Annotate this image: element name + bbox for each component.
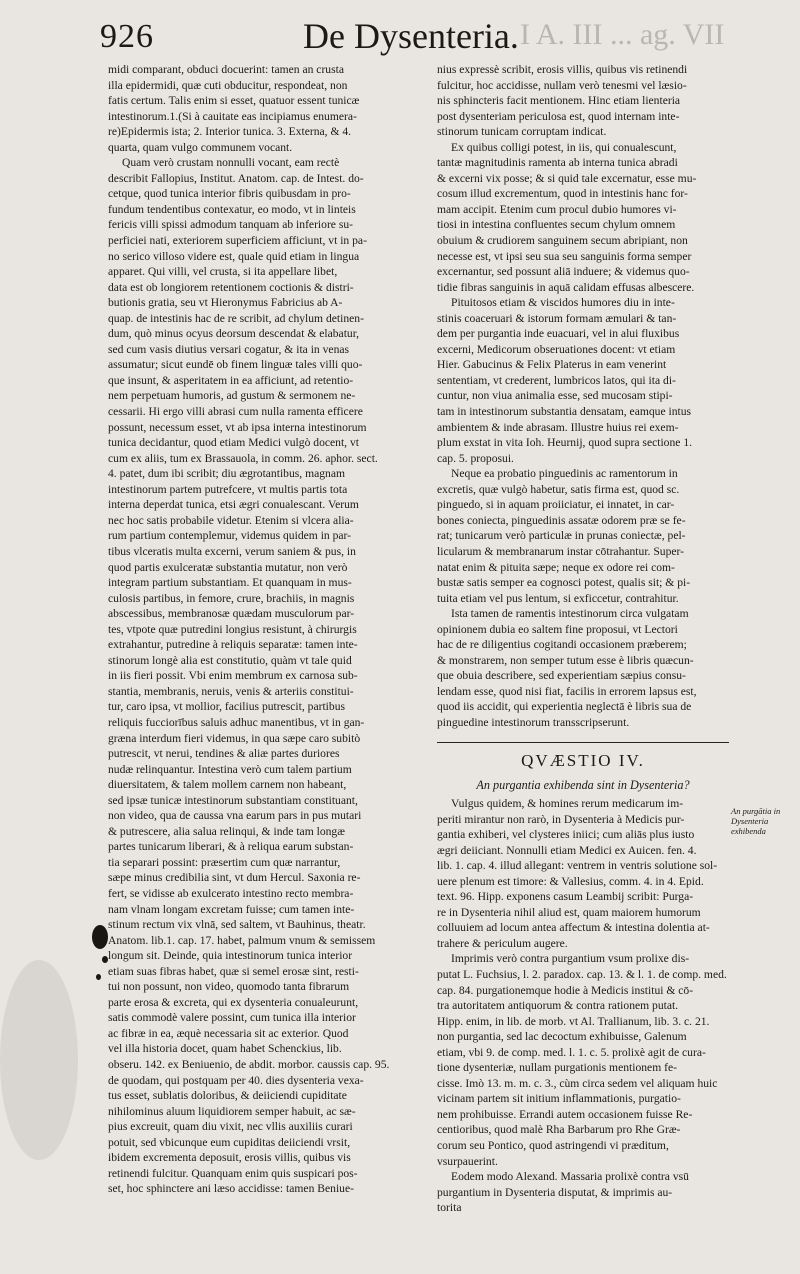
text-line: purgantium in Dysenteria disputat, & imprimis au-: [437, 1185, 673, 1199]
text-line: cum ex aliis, tum ex Brassauola, in comm. 26. aphor. sect.: [108, 451, 378, 465]
text-line: excerni, Medicorum obseruationes docent: vt etiam: [437, 342, 676, 356]
text-line: licularum & membranarum instar cōtrahantur. Super-: [437, 544, 685, 558]
text-line: sed ipsæ tunicæ intestinorum substantiam constituant,: [108, 793, 358, 807]
ink-blot: [102, 956, 108, 963]
text-line: gantia exhiberi, vel clysteres iniici; cum aliās plus iusto: [437, 828, 695, 842]
text-line: tantæ magnitudinis ramenta ab interna tunica abradi: [437, 156, 678, 170]
text-line: midi comparant, obduci docuerint: tamen an crusta: [108, 63, 344, 76]
text-line: obseru. 142. ex Beniuenio, de abdit. morbor. caussis cap. 95.: [108, 1058, 390, 1071]
text-line: fundum tendentibus contexatur, eo modo, vt in linteis: [108, 202, 356, 216]
text-line: reliquis fucciorībus saluis adhuc manentibus, vt in gan-: [108, 715, 365, 729]
text-line: bones coniecta, pinguedinis assatæ odorem præ se fe-: [437, 513, 686, 527]
page-number: 926: [100, 18, 154, 55]
text-line: ibidem excrementa deposuit, erosis villis, quibus vis: [108, 1151, 351, 1165]
text-line: græna interdum fieri videmus, in qua sæpe caro subitò: [108, 731, 361, 745]
text-line: mam accipit. Etenim cum procul dubio humores vi-: [437, 202, 677, 216]
text-line: Ex quibus colligi potest, in iis, qui conualescunt,: [451, 140, 677, 154]
text-line: lendam esse, quod nisi fiat, facilis in errorem lapsus est,: [437, 684, 697, 698]
text-line: cessarii. Hi ergo villi abrasi cum nulla ramenta efficere: [108, 405, 363, 419]
text-line: torita: [437, 1201, 462, 1215]
text-line: stantia, membranis, neruis, venis & arteriis constitui-: [108, 684, 354, 698]
text-line: opinionem dubia eo saltem fine proposui, vt Lectori: [437, 622, 678, 636]
text-line: perficiei nati, exteriorem superficiem afficiunt, vt in pa-: [108, 234, 367, 248]
text-line: describit Fallopius, Institut. Anatom. cap. de Intest. do-: [108, 171, 364, 185]
text-line: bustæ satis semper ea cognosci potest, qualis sit; & pi-: [437, 576, 691, 590]
text-line: integram partium substantiam. Et quanquam in mus-: [108, 576, 352, 590]
text-line: Quam verò crustam nonnulli vocant, eam rectè: [122, 156, 340, 170]
text-line: de quodam, qui postquam per 40. dies dysenteria vexa-: [108, 1073, 364, 1087]
text-line: abscessibus, membranosæ quædam musculorum par-: [108, 607, 355, 621]
text-line: quod iis accidit, qui experientia neglectā è libris sua de: [437, 700, 692, 714]
text-line: Hier. Gabucinus & Felix Platerus in eam venerint: [437, 358, 667, 372]
text-line: obuium & crudiorem sanguinem secum abripiant, non: [437, 234, 688, 248]
ink-blot: [92, 925, 108, 949]
text-line: uere plenum est timore: & Vallesius, comm. 4. in 4. Epid.: [437, 874, 704, 888]
text-line: Vulgus quidem, & homines rerum medicarum im-: [451, 797, 684, 810]
text-line: intestinorum partem putrefcere, vt multis partis tota: [108, 482, 348, 496]
text-line: Imprimis verò contra purgantium vsum prolixe dis-: [451, 952, 690, 966]
text-line: nec hoc satis probabile videtur. Etenim si vlcera alia-: [108, 513, 354, 527]
text-line: cisse. Imò 13. m. m. c. 3., cùm circa sedem vel aliquam huic: [437, 1076, 718, 1090]
text-line: lib. 1. cap. 4. illud allegant: ventrem in ventris solutione sol-: [437, 859, 718, 873]
text-line: fulcitur, hoc accidisse, nullam verò tenesmi vel læsio-: [437, 78, 687, 92]
text-line: non purgantia, sed lac decoctum exhibuisse, Galenum: [437, 1030, 687, 1044]
text-line: stinorum tunicam corruptam indicat.: [437, 125, 607, 139]
text-line: tra autoritatem antiquorum & contra rationem putat.: [437, 999, 679, 1013]
text-line: stinorum longè alia est constitutio, quàm vt tale quid: [108, 653, 352, 667]
text-line: trahere & periculum augere.: [437, 936, 568, 950]
text-line: necesse est, vt ipsi seu sua seu sanguinis forma semper: [437, 249, 692, 263]
text-line: sententiam, vt crederent, lumbricos latos, qui ita di-: [437, 373, 676, 387]
text-line: etiam suas fibras habet, quæ si semel erosæ sint, resti-: [108, 964, 359, 978]
text-line: cap. 5. proposui.: [437, 451, 514, 465]
text-line: tuita etiam vel pus lentum, si exficcetur, contrahitur.: [437, 591, 679, 605]
section-title: QVÆSTIO IV.: [437, 751, 729, 771]
text-line: Ista tamen de ramentis intestinorum circa vulgatam: [451, 607, 689, 621]
text-line: etiam, vbi 9. de comp. med. l. 1. c. 5. prolixè agit de cura-: [437, 1045, 706, 1059]
text-line: cuntur, non viua animalia esse, sed mucosam stipi-: [437, 389, 673, 403]
text-line: nam vlnam longam excretam fuisse; cum tamen inte-: [108, 902, 355, 916]
text-line: vel illa historia docet, quam habet Schenckius, lib.: [108, 1042, 342, 1056]
paper-stain: [0, 960, 78, 1160]
text-line: plum exstat in vita Ioh. Heurnij, quod supra sectione 1.: [437, 436, 693, 450]
text-line: re in Dysenteria nihil aliud est, quam maiorem humorum: [437, 905, 701, 919]
ink-blot: [96, 974, 101, 980]
text-line: tui non possunt, non video, quomodo tanta fibrarum: [108, 980, 350, 994]
text-line: natat enim & pituita sæpe; neque ex odore rei com-: [437, 560, 675, 574]
text-line: rat; tunicarum verò particulæ in prunas coniectæ, pel-: [437, 529, 686, 543]
text-line: nius expressè scribit, erosis villis, quibus vis retinendi: [437, 63, 688, 76]
text-line: pinguedo, si in aquam proiiciatur, ei innatet, in car-: [437, 498, 675, 512]
text-line: stinis coaceruari & istorum formam æmulari & tan-: [437, 311, 677, 325]
text-line: satis commodè valere possint, cum tunica illa interior: [108, 1011, 356, 1025]
text-line: ambientem & inde abrasam. Illustre huius rei exem-: [437, 420, 679, 434]
text-line: tidie fibras sanguinis in aquā calidam effusas albescere.: [437, 280, 695, 294]
text-line: putat L. Fuchsius, l. 2. paradox. cap. 13. & l. 1. de comp. med.: [437, 968, 727, 982]
text-line: illa epidermidi, quæ cuti obducitur, respondeat, non: [108, 78, 348, 92]
text-line: tione dysenteriæ, nullam purgationis mentionem fe-: [437, 1061, 677, 1075]
text-line: tus esset, sublatis doloribus, & deiiciendi cupiditate: [108, 1089, 347, 1103]
text-line: tunica decidantur, quod etiam Medici vulgò docent, vt: [108, 436, 359, 450]
text-line: que obuia describere, sed experientiam sæpius consu-: [437, 669, 686, 683]
text-line: cetque, quod tunica interior fibris quibusdam in pro-: [108, 187, 351, 201]
text-line: quod partis exulceratæ substantia mutatur, non verò: [108, 560, 348, 574]
text-line: rum partium contemplemur, videmus quidem in par-: [108, 529, 352, 543]
text-line: tur, caro ipsa, vt mollior, facilius putrescit, partibus: [108, 700, 346, 714]
text-line: & excerni vix posse; & si quid tale excernatur, esse mu-: [437, 171, 697, 185]
text-line: re)Epidermis ista; 2. Interior tunica. 3. Externa, & 4.: [108, 125, 352, 139]
text-line: vsurpauerint.: [437, 1154, 498, 1168]
text-line: excretis, quæ vulgò habetur, satis firma est, quod sc.: [437, 482, 680, 496]
text-line: Neque ea probatio pinguedinis ac ramentorum in: [451, 467, 678, 481]
text-line: colluuiem ad locum antea affectum & intestina dolentia at-: [437, 921, 710, 935]
text-line: nem prohibuisse. Errandi autem occasionem fuisse Re-: [437, 1107, 693, 1121]
text-line: Hipp. enim, in lib. de morb. vt Al. Trallianum, lib. 3. c. 21.: [437, 1014, 710, 1028]
text-line: putrescit, vt nerui, tendines & aliæ partes duriores: [108, 747, 340, 761]
text-line: pinguedine intestinorum transscripserunt.: [437, 715, 630, 729]
text-line: corum seu Pontico, quod astringendi vi præditum,: [437, 1139, 669, 1153]
text-line: ægri deiiciant. Nonnulli etiam Medici ex Auicen. fen. 4.: [437, 843, 697, 857]
text-line: diuersitatem, & talem mollem carnem non habeant,: [108, 778, 347, 792]
text-line: tibus vlceratis multa excerni, verum saniem & pus, in: [108, 544, 356, 558]
text-line: quarta, quam vulgo communem vocant.: [108, 140, 293, 154]
text-line: extrahantur, putredine à reliquis separatæ: tamen inte-: [108, 638, 358, 652]
bleed-through-text: I A. III ... ag. VII: [520, 18, 725, 51]
text-line: vicinam partem sit initium inflammationis, purgatio-: [437, 1092, 681, 1106]
text-line: cosum illud excrementum, quod in intestinis hanc for-: [437, 187, 688, 201]
text-line: ac fibræ in ea, æquè necessaria sit ac exterior. Quod: [108, 1026, 349, 1040]
text-line: tam in intestinorum substantia densatam, eamque intus: [437, 405, 692, 419]
marginal-note: An purgātia in Dysenteria exhibenda: [731, 806, 781, 836]
text-line: apparet. Qui villi, vel crusta, si ita appellare libet,: [108, 265, 338, 279]
text-line: fericis villi spissi admodum tanquam ab inferiore su-: [108, 218, 354, 232]
text-line: no serico villoso videre est, quale quid etiam in lingua: [108, 249, 360, 263]
text-line: set, hoc sphinctere ani læso accidisse: tamen Beniue-: [108, 1182, 354, 1196]
text-line: Pituitosos etiam & viscidos humores diu in inte-: [451, 296, 675, 310]
text-line: potuit, sed vbicunque eum cupiditas deiiciendi vrsit,: [108, 1135, 351, 1149]
text-line: butionis gratia, seu vt Hieronymus Fabricius ab A-: [108, 296, 343, 310]
text-line: nem perpetuam humoris, ad gustum & sermonem ne-: [108, 389, 356, 403]
text-line: sed cum vasis diutius versari cogatur, & ita in venas: [108, 342, 350, 356]
text-line: assumatur; sicut eundē ob finem linguæ tales villi quo-: [108, 358, 363, 372]
text-line: & monstrarem, non semper tutum esse è libris quæcun-: [437, 653, 694, 667]
text-line: fatis certum. Talis enim si esset, quatuor essent tunicæ: [108, 94, 360, 108]
left-column: [108, 62, 430, 1197]
text-line: culosis partibus, in femore, crure, brachiis, in magnis: [108, 591, 355, 605]
text-line: parte erosa & excreta, qui ex dysenteria conualeurunt,: [108, 995, 359, 1009]
text-line: longum sit. Deinde, quia intestinorum tunica interior: [108, 949, 353, 963]
text-line: centioribus, quod malè Rha Barbarum pro Rhe Græ-: [437, 1123, 681, 1137]
text-line: nihilominus aluum liquidiorem semper habuit, ac sæ-: [108, 1104, 356, 1118]
text-line: nudæ relinquantur. Intestina verò cum talem partium: [108, 762, 352, 776]
text-line: fert, se vidisse ab exulcerato intestino recto membra-: [108, 886, 354, 900]
text-line: stinum rectum vix vlnā, sed saltem, vt Bauhinus, theatr.: [108, 918, 366, 932]
section-subtitle: An purgantia exhibenda sint in Dysenteria?: [476, 778, 690, 792]
text-line: sæpe minus credibilia sint, vt dum Hercul. Saxonia re-: [108, 871, 361, 885]
text-line: post dysenteriam periculosa est, quod internam inte-: [437, 109, 680, 123]
right-column-bottom: [437, 776, 729, 1216]
text-line: pius excreuit, quam diu vixit, nec vllis auxiliis curari: [108, 1120, 353, 1134]
text-line: tiosi in intestina confluentes secum chylum omnem: [437, 218, 676, 232]
text-line: excernantur, sed possunt aliā induere; & videmus quo-: [437, 265, 690, 279]
text-line: data est ob longiorem retentionem coctionis & distri-: [108, 280, 354, 294]
text-line: non video, qua de caussa vna earum pars in pus mutari: [108, 809, 362, 823]
text-line: quap. de intestinis hac de re scribit, ad chylum detinen-: [108, 311, 364, 325]
text-line: tes, vtpote quæ putredini longius resistunt, à chirurgis: [108, 622, 357, 636]
text-line: 4. patet, dum ibi scribit; diu ægrotantibus, magnam: [108, 467, 345, 481]
text-line: & putrescere, alia salua relinqui, & inde tam longæ: [108, 824, 345, 838]
text-line: in iis fieri possit. Vbi enim membrum ex carnosa sub-: [108, 669, 358, 683]
text-line: interna deperdat tunica, etsi ægri conualescant. Verum: [108, 498, 359, 512]
text-line: retinendi fulcitur. Quanquam enim quis suspicari pos-: [108, 1166, 358, 1180]
text-line: possunt, necessum esset, vt ab ipsa interna intestinorum: [108, 420, 367, 434]
text-line: tia separari possint: præsertim cum quæ narrantur,: [108, 855, 341, 869]
running-title: De Dysenteria.: [303, 16, 519, 56]
text-line: intestinorum.1.(Si à cauitate eas incipiamus enumera-: [108, 109, 357, 123]
text-line: periti mirantur non rarò, in Dysenteria à Medicis pur-: [437, 812, 685, 826]
text-line: que insunt, & asperitatem in ea afficiunt, ad retentio-: [108, 373, 354, 387]
text-line: text. 96. Hipp. exponens casum Leambij scribit: Purga-: [437, 890, 694, 904]
text-line: cap. 84. purgationemque hodie à Medicis institui & cō-: [437, 983, 694, 997]
text-line: partes tunicarum liberari, & à reliqua earum substan-: [108, 840, 354, 854]
text-line: nis sphincteris facit mentionem. Hinc etiam lienteria: [437, 94, 681, 108]
right-column-top: [437, 62, 729, 731]
text-line: Eodem modo Alexand. Massaria prolixè contra vsū: [451, 1170, 689, 1184]
text-line: dum, quò minus ocyus deorsum descendat & elabatur,: [108, 327, 360, 341]
text-line: dem per purgantia inde euacuari, vel in alui fluxibus: [437, 327, 680, 341]
text-line: Anatom. lib.1. cap. 17. habet, palmum vnum & semissem: [108, 933, 376, 947]
text-line: hac de re diligentius cogitandi occasionem præberem;: [437, 638, 687, 652]
